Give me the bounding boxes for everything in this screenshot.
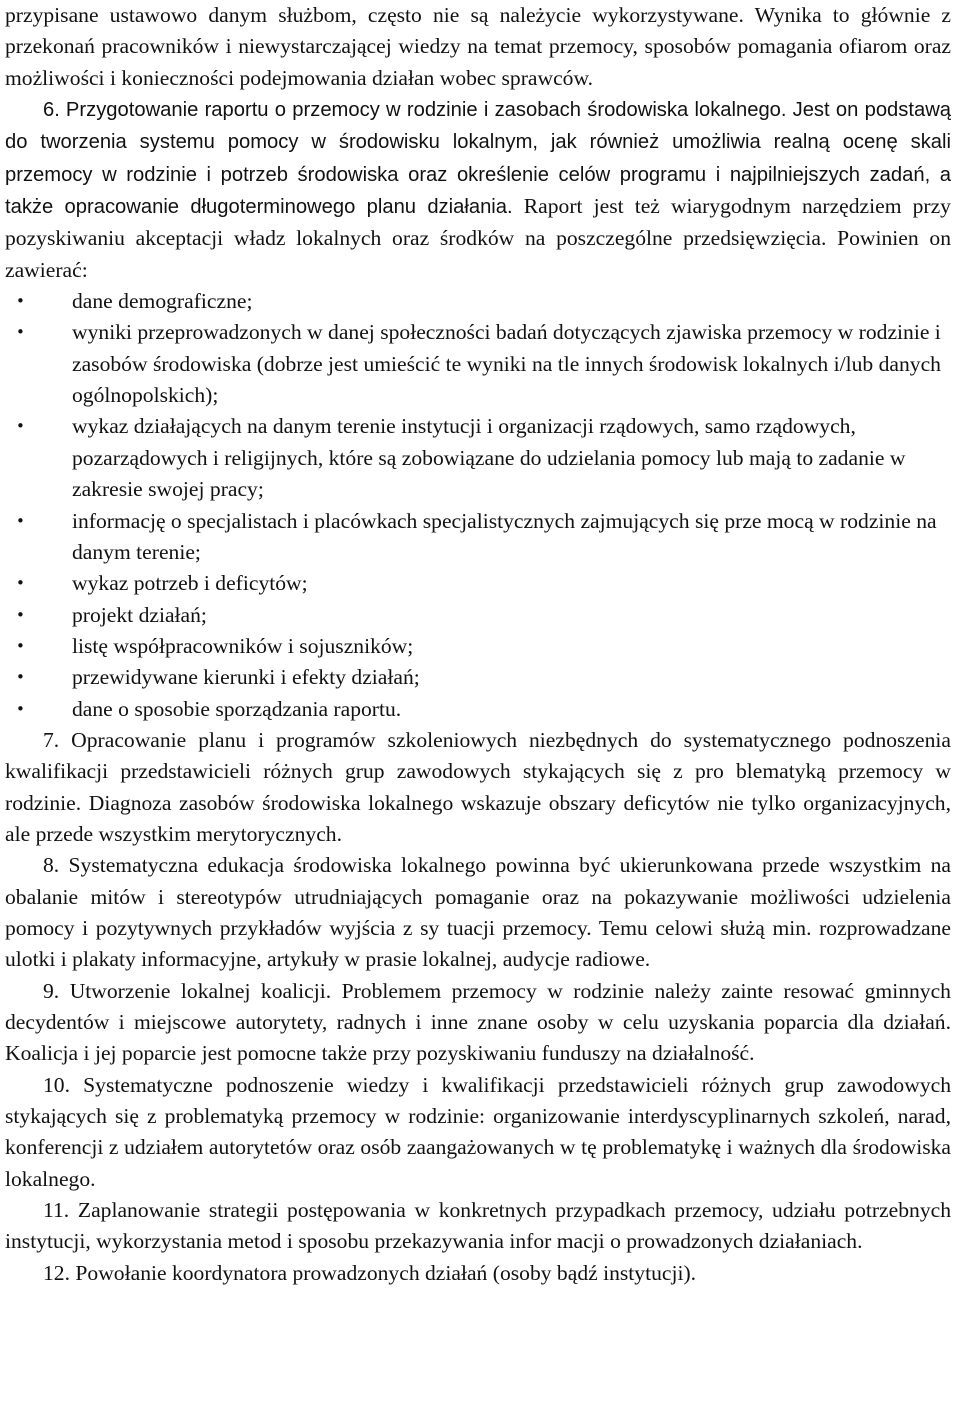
bullet-icon: • bbox=[16, 292, 25, 311]
bullet-icon: • bbox=[16, 417, 25, 436]
bullet-icon: • bbox=[16, 636, 25, 655]
item-6-number: 6. bbox=[43, 99, 60, 122]
item-6-paragraph bbox=[5, 94, 951, 286]
item-11-number: 11. bbox=[43, 1198, 70, 1223]
item-12-paragraph bbox=[5, 1258, 951, 1289]
list-item bbox=[5, 631, 951, 662]
item-9-number: 9. bbox=[43, 978, 60, 1003]
list-item bbox=[5, 694, 951, 725]
item-8-heading: Systematyczna edukacja środowiska lokalnego powinna być ukierunkowana przede wszystkim na obalanie mitów i stereotypów utrudniających pomaganie oraz na pokazywanie możliwości udzielenia pomocy i pozytywnych przykładów wyjścia z sy tuacji przemocy. bbox=[5, 853, 951, 940]
item-11-heading: Zaplanowanie strategii postępowania w konkretnych przypadkach przemocy, udziału potrzebnych instytucji, wykorzystania metod i sposobu przekazywania infor macji o prowadzonych działaniach. bbox=[5, 1198, 951, 1254]
bullet-icon: • bbox=[16, 574, 25, 593]
item-6-body: Jest on podstawą do tworzenia systemu pomocy w środowisku lokalnym, jak również umożliwia realną ocenę skali przemocy w rodzinie i potrzeb środowiska oraz określenie celów programu i najpilniejszych zadań, a także opracowanie długoterminowego planu działania. bbox=[5, 99, 952, 219]
list-item-text: listę współpracowników i sojuszników; bbox=[72, 633, 414, 658]
item-10-heading: Systematyczne podnoszenie wiedzy i kwalifikacji przedstawicieli różnych grup zawodowych stykających się z problematyką przemocy w rodzinie: bbox=[5, 1072, 952, 1129]
item-9-body: Problemem przemocy w rodzinie należy zainte resować gminnych decydentów i miejscowe autorytety, radnych i inne znane osoby w celu uzyskania poparcia dla działań. bbox=[5, 978, 951, 1034]
list-item bbox=[5, 317, 951, 411]
list-item bbox=[5, 286, 951, 317]
bullet-icon: • bbox=[16, 511, 25, 530]
document-page bbox=[5, 0, 951, 1289]
list-item bbox=[5, 568, 951, 599]
item-11-paragraph bbox=[5, 1195, 951, 1258]
item-8-paragraph bbox=[5, 850, 951, 975]
list-item bbox=[5, 506, 951, 569]
list-item bbox=[5, 600, 951, 631]
report-contents-list bbox=[5, 286, 951, 725]
item-12-number: 12. bbox=[43, 1260, 70, 1285]
item-10-number: 10. bbox=[43, 1072, 70, 1097]
list-item-text: dane o sposobie sporządzania raportu. bbox=[72, 696, 402, 721]
item-9-body-2: Koalicja i jej poparcie jest pomocne także przy pozyskiwaniu funduszy na działalność. bbox=[5, 1041, 755, 1066]
bullet-icon: • bbox=[16, 668, 25, 687]
item-7-body: Diagnoza zasobów środowiska lokalnego wskazuje obszary deficytów nie tylko organizacyjnych, ale przede wszystkim merytorycznych. bbox=[5, 790, 951, 846]
item-6-body-2: Raport jest też wiarygodnym narzędziem przy pozyskiwaniu akceptacji władz lokalnych oraz środków na poszczególne przedsięwzięcia. bbox=[5, 194, 951, 251]
item-6-body-3: Powinien on zawierać: bbox=[5, 226, 951, 282]
item-10-body: organizowanie interdyscyplinarnych szkoleń, narad, konferencji z udziałem autorytetów oraz osób zaangażowanych w tę problematykę i ważnych dla środowiska lokalnego. bbox=[5, 1104, 951, 1191]
item-9-heading: Utworzenie lokalnej koalicji. bbox=[69, 978, 332, 1003]
list-item bbox=[5, 662, 951, 693]
bullet-icon: • bbox=[16, 605, 25, 624]
intro-paragraph bbox=[5, 0, 951, 94]
item-7-number: 7. bbox=[43, 727, 60, 752]
intro-text: przypisane ustawowo danym służbom, często nie są należycie wykorzystywane. Wynika to głównie z przekonań pracowników i niewystarczającej wiedzy na temat przemocy, sposobów pomagania ofiarom oraz możliwości i konieczności podejmowania działan wobec sprawców. bbox=[5, 3, 951, 90]
item-8-body: Temu celowi służą min. rozprowadzane ulotki i plakaty informacyjne, artykuły w prasie lokalnej, audycje radiowe. bbox=[5, 915, 951, 972]
bullet-icon: • bbox=[16, 699, 25, 718]
item-6-heading: Przygotowanie raportu o przemocy w rodzinie i zasobach środowiska lokalnego. bbox=[65, 99, 787, 122]
item-10-paragraph bbox=[5, 1070, 951, 1195]
list-item-text: wyniki przeprowadzonych w danej społeczności badań dotyczących zjawiska przemocy w rodzinie i zasobów środowiska (dobrze jest umieścić te wyniki na tle innych środowisk lokalnych i/lub danych ogólnopolskich); bbox=[72, 320, 941, 408]
item-7-heading: Opracowanie planu i programów szkoleniowych niezbędnych do systematycznego podnoszenia kwalifikacji przedstawicieli różnych grup zawodowych stykających się z pro blematyką przemocy w rodzinie. bbox=[5, 727, 951, 815]
item-12-heading: Powołanie koordynatora prowadzonych działań (osoby bądź instytucji). bbox=[75, 1260, 697, 1285]
item-8-number: 8. bbox=[43, 853, 60, 878]
list-item-text: projekt działań; bbox=[72, 602, 207, 627]
list-item bbox=[5, 411, 951, 505]
item-7-paragraph bbox=[5, 725, 951, 850]
list-item-text: wykaz potrzeb i deficytów; bbox=[72, 571, 308, 596]
list-item-text: informację o specjalistach i placówkach specjalistycznych zajmujących się prze mocą w rodzinie na danym terenie; bbox=[72, 508, 937, 564]
list-item-text: wykaz działających na danym terenie instytucji i organizacji rządowych, samo rządowych, pozarządowych i religijnych, które są zobowiązane do udzielania pomocy lub mają to zadanie w zakresie swojej pracy; bbox=[72, 414, 906, 502]
item-9-paragraph bbox=[5, 976, 951, 1070]
bullet-icon: • bbox=[16, 323, 25, 342]
list-item-text: dane demograficzne; bbox=[72, 289, 253, 314]
list-item-text: przewidywane kierunki i efekty działań; bbox=[72, 665, 420, 690]
